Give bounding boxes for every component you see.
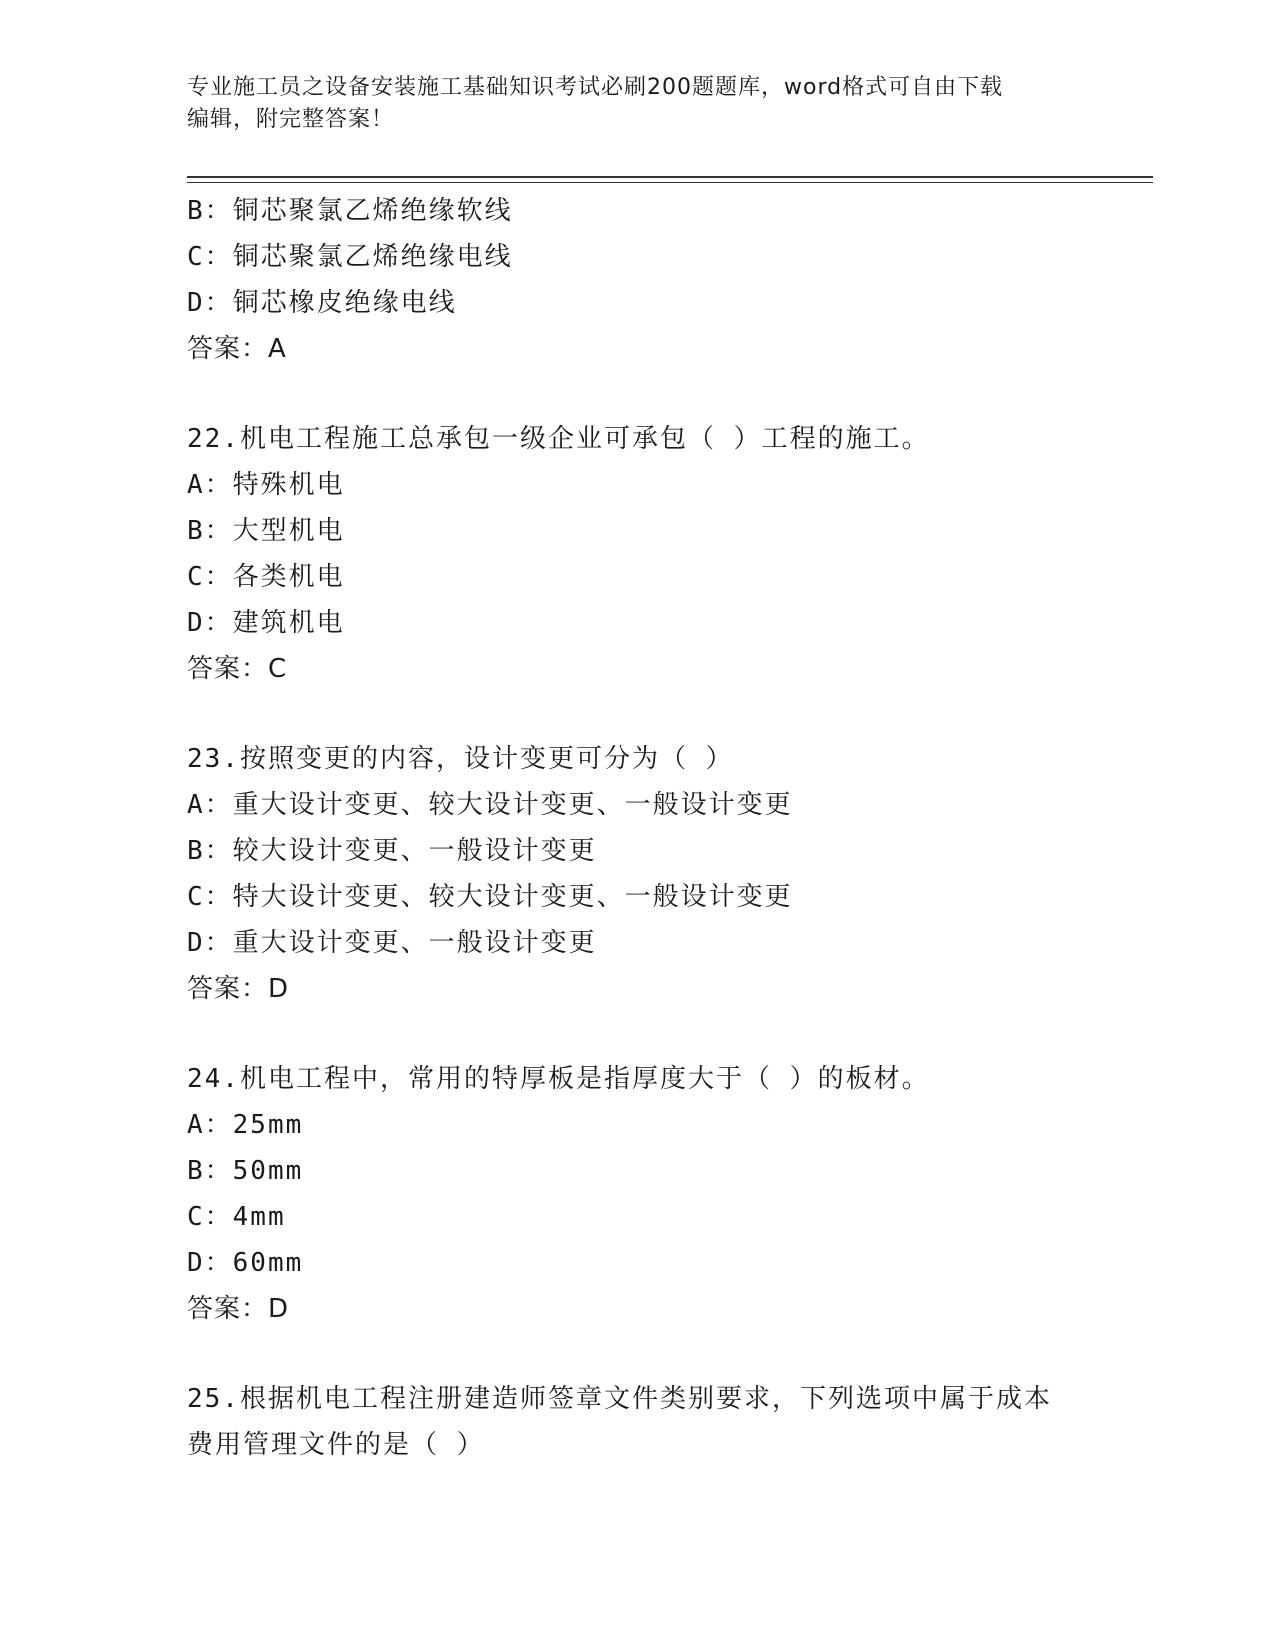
header-rule-thick — [187, 176, 1153, 178]
header-rule-thin — [187, 182, 1153, 183]
q22-answer: 答案：C — [187, 654, 288, 684]
q23-option-b: B：较大设计变更、一般设计变更 — [187, 836, 597, 866]
q22-option-b: B：大型机电 — [187, 516, 345, 546]
q23-option-c: C：特大设计变更、较大设计变更、一般设计变更 — [187, 882, 793, 912]
q23-question: 23.按照变更的内容，设计变更可分为（ ） — [187, 744, 734, 774]
q25-question-line-1: 25.根据机电工程注册建造师签章文件类别要求，下列选项中属于成本 — [187, 1384, 1052, 1414]
q22-option-a: A：特殊机电 — [187, 470, 345, 500]
question-list — [187, 188, 1147, 1468]
q21-option-d: D：铜芯橡皮绝缘电线 — [187, 288, 457, 318]
q25-question-line-2: 费用管理文件的是（ ） — [187, 1430, 485, 1460]
header-line-2: 编辑，附完整答案！ — [187, 107, 395, 132]
q24-option-a: A：25mm — [187, 1110, 304, 1140]
q24-question: 24.机电工程中，常用的特厚板是指厚度大于（ ）的板材。 — [187, 1064, 930, 1094]
q23-answer: 答案：D — [187, 974, 290, 1004]
q24-option-d: D：60mm — [187, 1248, 304, 1278]
q23-option-d: D：重大设计变更、一般设计变更 — [187, 928, 597, 958]
q22-option-c: C：各类机电 — [187, 562, 345, 592]
q21-answer: 答案：A — [187, 334, 287, 364]
q23-option-a: A：重大设计变更、较大设计变更、一般设计变更 — [187, 790, 793, 820]
q22-option-d: D：建筑机电 — [187, 608, 345, 638]
q24-option-c: C：4mm — [187, 1202, 286, 1232]
q21-option-b: B：铜芯聚氯乙烯绝缘软线 — [187, 196, 513, 226]
q22-question: 22.机电工程施工总承包一级企业可承包（ ）工程的施工。 — [187, 424, 930, 454]
header-line-1: 专业施工员之设备安装施工基础知识考试必刷200题题库，word格式可自由下载 — [187, 75, 1004, 100]
q24-answer: 答案：D — [187, 1294, 290, 1324]
document-header — [187, 72, 1087, 136]
q21-option-c: C：铜芯聚氯乙烯绝缘电线 — [187, 242, 513, 272]
q24-option-b: B：50mm — [187, 1156, 304, 1186]
